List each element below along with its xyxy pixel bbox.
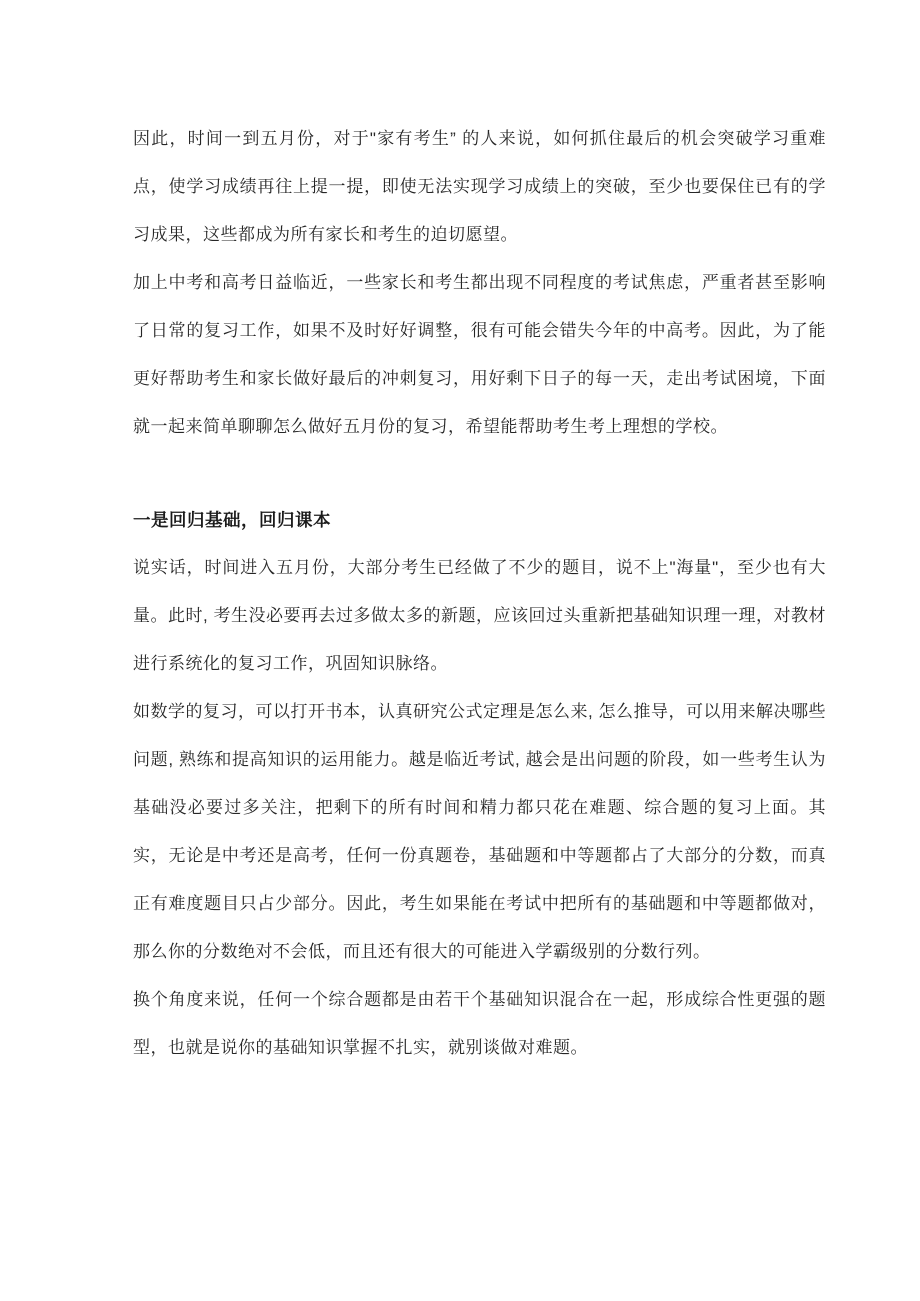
section-heading: 一是回归基础，回归课本 <box>133 510 331 530</box>
body-paragraph: 换个角度来说，任何一个综合题都是由若干个基础知识混合在一起，形成综合性更强的题型，也就是说你的基础知识掌握不扎实，就别谈做对难题。 <box>133 990 826 1057</box>
body-paragraph: 加上中考和高考日益临近，一些家长和考生都出现不同程度的考试焦虑，严重者甚至影响了日常的复习工作，如果不及时好好调整，很有可能会错失今年的中高考。因此，为了能更好帮助考生和家长做好最后的冲刺复习，用好剩下日子的每一天，走出考试困境，下面就一起来简单聊聊怎么做好五月份的复习，希望能帮助考生考上理想的学校。 <box>133 273 826 436</box>
body-paragraph: 因此，时间一到五月份，对于"家有考生” 的人来说，如何抓住最后的机会突破学习重难点，使学习成绩再往上提一提，即使无法实现学习成绩上的突破，至少也要保住已有的学习成果，这些都成为所有家长和考生的迫切愿望。 <box>133 129 826 244</box>
body-paragraph: 说实话，时间进入五月份，大部分考生已经做了不少的题目，说不上"海量"，至少也有大量。此时, 考生没必要再去过多做太多的新题，应该回过头重新把基础知识理一理，对教材进行系统化的复习工作，巩固知识脉络。 <box>133 558 826 673</box>
body-paragraph: 如数学的复习，可以打开书本，认真研究公式定理是怎么来, 怎么推导，可以用来解决哪些问题, 熟练和提高知识的运用能力。越是临近考试, 越会是出问题的阶段，如一些考生认为基础没必要过多关注，把剩下的所有时间和精力都只花在难题、综合题的复习上面。其实，无论是中考还是高考，任何一份真题卷，基础题和中等题都占了大部分的分数，而真正有难度题目只占少部分。因此，考生如果能在考试中把所有的基础题和中等题都做对，那么你的分数绝对不会低，而且还有很大的可能进入学霸级别的分数行列。 <box>133 702 826 961</box>
document-content <box>133 115 826 1072</box>
